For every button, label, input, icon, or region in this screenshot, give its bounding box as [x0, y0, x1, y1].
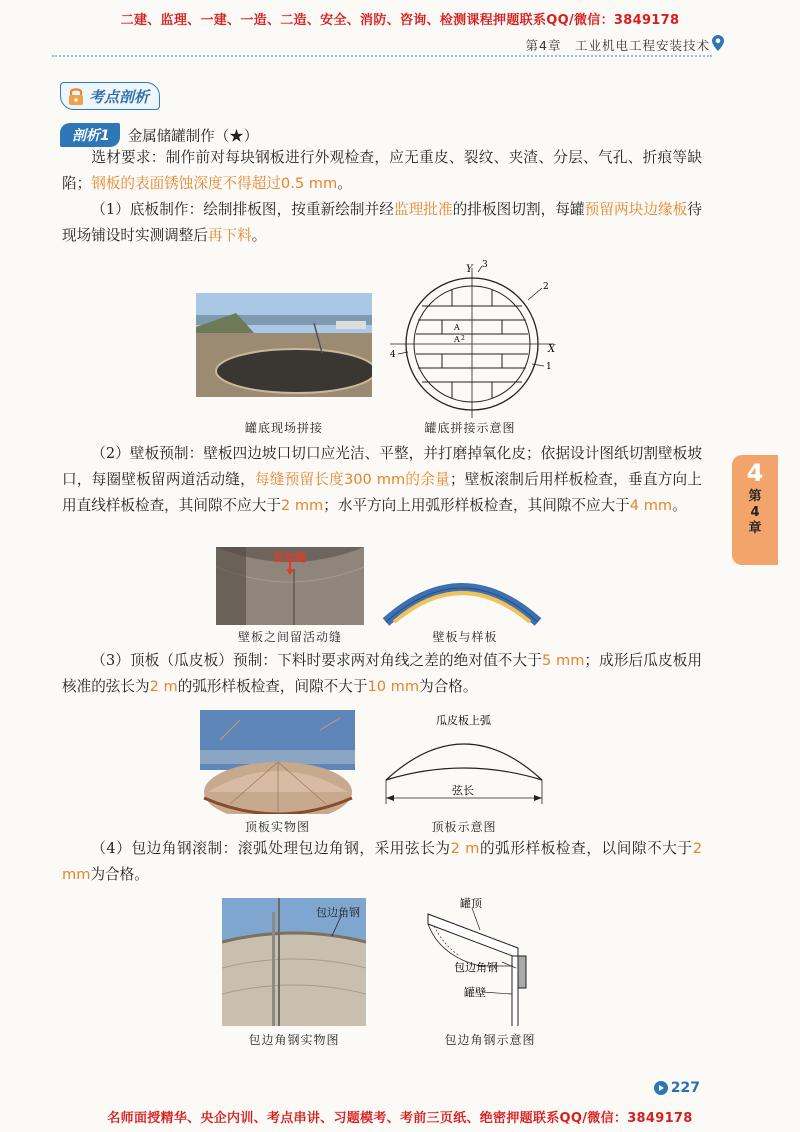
angle-steel-paragraph: （4）包边角钢滚制：滚弧处理包边角钢，采用弦长为2 m的弧形样板检查，以间隙不大于2 mm为合格。	[62, 840, 702, 883]
lock-icon	[67, 86, 85, 106]
bottom-plate-paragraph: （1）底板制作：绘制排板图，按重新绘制并经监理批准的排板图切割，每罐预留两块边缘板待现场铺设时实测调整后再下料。	[62, 201, 702, 244]
roof-plate-diagram-caption: 顶板示意图	[431, 820, 497, 834]
subsection-title: 金属储罐制作（★）	[127, 128, 259, 145]
page-number	[654, 1080, 700, 1096]
axis-y-label: Y	[466, 264, 473, 275]
top-banner: 二建、监理、一建、一造、二造、安全、消防、咨询、检测课程押题联系QQ/微信：3849178	[120, 13, 680, 28]
subsection-badge: 剖析1	[60, 123, 120, 147]
tank-bottom-photo	[196, 293, 372, 397]
section-tag-label: 考点剖析	[89, 87, 150, 106]
axis-x-label: X	[548, 344, 556, 355]
wall-gap-photo-caption: 壁板之间留活动缝	[237, 630, 342, 644]
tank-bottom-diagram-caption: 罐底拼接示意图	[424, 421, 516, 435]
label-2: 2	[543, 282, 549, 292]
movable-gap-label: 活动缝	[273, 551, 306, 564]
roof-plate-diagram	[374, 708, 554, 818]
label-a2: A	[454, 335, 460, 344]
location-pin-icon	[712, 35, 724, 51]
roof-plate-photo	[200, 710, 355, 814]
chapter-tab	[732, 455, 778, 565]
angle-steel-photo-label: 包边角钢	[316, 906, 360, 919]
wall-template-caption: 壁板与样板	[432, 630, 498, 644]
tank-top-label: 罐顶	[460, 897, 482, 910]
bottom-banner: 名师面授精华、央企内训、考点串讲、习题模考、考前三页纸、绝密押题联系QQ/微信：3849178	[107, 1111, 693, 1126]
roof-plate-photo-caption: 顶板实物图	[244, 820, 310, 834]
label-3: 3	[482, 260, 488, 270]
intro-paragraph: 选材要求：制作前对每块钢板进行外观检查，应无重皮、裂纹、夹渣、分层、气孔、折痕等缺陷；钢板的表面锈蚀深度不得超过0.5 mm。	[62, 149, 702, 192]
label-half: 2	[461, 335, 465, 342]
subsection-heading	[60, 123, 258, 147]
angle-steel-photo	[222, 898, 366, 1026]
roof-plate-paragraph: （3）顶板（瓜皮板）预制：下料时要求两对角线之差的绝对值不大于5 mm；成形后瓜皮板用核准的弦长为2 m的弧形样板检查，间隙不大于10 mm为合格。	[62, 652, 702, 695]
page-number-text: 227	[670, 1080, 700, 1096]
wall-gap-photo	[216, 547, 364, 625]
chapter-tab-number: 4	[746, 459, 764, 487]
angle-label: 包边角钢	[454, 961, 498, 974]
chapter-tab-text: 第 4 章	[748, 489, 762, 536]
play-icon	[654, 1081, 668, 1095]
wall-plate-paragraph: （2）壁板预制：壁板四边坡口切口应光洁、平整，并打磨掉氧化皮；依据设计图纸切割壁板坡口，每圈壁板留两道活动缝，每缝预留长度300 mm的余量；壁板滚制后用样板检查，垂直方向上用直线样板检查，其间隙不应大于2 mm；水平方向上用弧形样板检查，其间隙不应大于4 mm。	[62, 445, 702, 514]
wall-template-diagram	[382, 560, 542, 626]
header-rule	[52, 55, 712, 57]
label-a: A	[454, 323, 460, 332]
arc-label: 瓜皮板上弧	[436, 714, 491, 727]
angle-steel-diagram	[420, 896, 550, 1026]
angle-steel-diagram-caption: 包边角钢示意图	[444, 1033, 536, 1047]
section-tag	[60, 82, 160, 110]
wall-label: 罐壁	[464, 986, 486, 999]
label-1: 1	[546, 362, 552, 372]
tank-bottom-photo-caption: 罐底现场拼接	[244, 421, 323, 435]
tank-bottom-diagram	[382, 260, 562, 420]
angle-steel-photo-caption: 包边角钢实物图	[248, 1033, 340, 1047]
label-4: 4	[390, 350, 396, 360]
chord-label: 弦长	[452, 784, 474, 797]
running-head: 第4章 工业机电工程安装技术	[525, 38, 710, 53]
